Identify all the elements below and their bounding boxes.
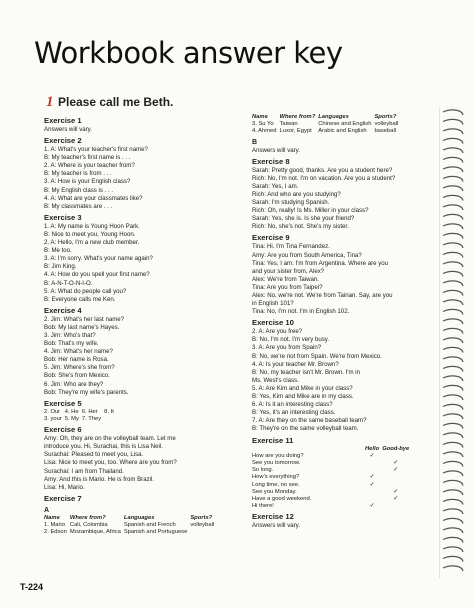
answer-line: Ms. West's class.	[252, 376, 299, 384]
answer-line: 3. Jim: Who's that?	[44, 331, 96, 339]
spiral-coil	[443, 347, 463, 352]
spiral-coil	[443, 338, 463, 343]
table-cell: Spanish and Portuguese	[123, 529, 188, 536]
table-row	[252, 474, 412, 481]
table-cell: How are you doing?	[252, 452, 304, 459]
table-cell: Hi there!	[252, 503, 274, 510]
answer-line: B: Yes, it's an interesting class.	[252, 409, 336, 417]
spiral-coil	[443, 186, 463, 191]
table-cell	[382, 482, 412, 489]
table-cell: 3. your	[44, 415, 62, 422]
table-cell: 1. Mario	[44, 521, 65, 528]
answer-line: Sarah: I'm studying Spanish.	[252, 199, 330, 207]
spiral-coil	[443, 385, 463, 390]
answer-line: Rich: And who are you studying?	[252, 190, 341, 198]
answer-line: Sarah: Pretty good, thanks. Are you a student here?	[252, 166, 393, 174]
spiral-coil	[443, 205, 463, 210]
answer-line: Surachai: Pleased to meet you, Lisa.	[44, 451, 144, 459]
spiral-coil	[443, 433, 463, 438]
table-cell: Taiwan	[279, 121, 298, 128]
table-cell: 4. Ahmed	[252, 128, 277, 135]
answer-line: Amy: And this is Mario. He is from Brazil.	[44, 475, 155, 483]
table-cell: ✓	[393, 467, 399, 474]
table-cell: 5. My	[64, 415, 79, 422]
exercise-10-body	[252, 328, 440, 433]
exercise-11-table	[252, 446, 412, 511]
spiral-coil	[443, 357, 463, 362]
table-cell: 4. He	[64, 408, 79, 415]
answer-line: Bob: My last name's Hayes.	[44, 323, 120, 331]
unit-number: 1	[46, 94, 54, 110]
answer-line: B: No, my teacher isn't Mr. Brown. I'm in	[252, 368, 360, 376]
spiral-coil	[443, 243, 463, 248]
table-cell: Mozambique, Africa	[69, 529, 121, 536]
spiral-coil	[443, 119, 463, 124]
table-cell: Have a good weekend.	[252, 495, 312, 502]
right-column	[252, 114, 440, 530]
answer-line: B: No, I'm not. I'm very busy.	[252, 336, 330, 344]
spiral-coil	[443, 252, 463, 257]
spiral-coil	[443, 414, 463, 419]
table-cell: 2. Our	[44, 408, 61, 415]
spiral-coil	[443, 480, 463, 485]
spiral-coil	[443, 547, 463, 552]
spiral-coil	[443, 224, 463, 229]
spiral-coil	[443, 556, 463, 561]
answer-line: 4. A: What are your classmates like?	[44, 194, 143, 202]
spiral-coil	[443, 376, 463, 381]
answer-line: 2. A: Hello, I'm a new club member.	[44, 239, 140, 247]
answer-line: Sarah: Yes, she is. Is she your friend?	[252, 215, 355, 223]
exercise-7-table	[44, 515, 217, 537]
table-header: Name	[252, 114, 268, 120]
answer-line: 3. A: I'm sorry. What's your name again?	[44, 255, 153, 263]
table-cell: volleyball	[374, 121, 399, 128]
answer-line: B: A-N-T-O-N-I-O.	[44, 279, 93, 287]
answer-line: 7. A: Are they on the same baseball team?	[252, 417, 367, 425]
answer-line: 3. A: Are you from Spain?	[252, 344, 322, 352]
spiral-coil	[443, 271, 463, 276]
answer-line: 2. A: Where is your teacher from?	[44, 162, 135, 170]
exercise-12-body	[252, 522, 440, 530]
answer-line: Rich: No, I'm not. I'm on vacation. Are you a student?	[252, 174, 396, 182]
table-header: Name	[44, 514, 60, 521]
table-cell: See you Monday.	[252, 488, 297, 495]
table-cell	[382, 474, 412, 481]
answer-line: B: Me too.	[44, 247, 72, 255]
exercise-1-heading: Exercise 1	[44, 116, 82, 125]
table-cell: volleyball	[190, 521, 215, 528]
spiral-coil	[443, 328, 463, 333]
spiral-coil	[443, 490, 463, 495]
answer-line: Rich: Oh, really! Is Ms. Miller in your class?	[252, 207, 369, 215]
answer-line: Bob: Her name is Rosa.	[44, 356, 109, 364]
answer-line: 2. Jim: What's her last name?	[44, 315, 125, 323]
unit-title: Please call me Beth.	[58, 95, 174, 109]
exercise-2-body	[44, 146, 240, 211]
table-cell	[382, 503, 412, 510]
table-row	[252, 460, 412, 467]
spiral-coil	[443, 281, 463, 286]
spiral-coil	[443, 395, 463, 400]
table-cell: ✓	[369, 452, 375, 459]
table-cell: Chinese and English	[318, 121, 372, 128]
table-cell: ✓	[393, 488, 399, 495]
table-header: Where from?	[279, 114, 316, 120]
answer-line: B: They're on the same volleyball team.	[252, 425, 359, 433]
table-cell	[190, 529, 217, 536]
exercise-11-heading: Exercise 11	[252, 435, 294, 445]
table-row	[252, 453, 412, 460]
table-row	[44, 416, 117, 423]
exercise-6-body	[44, 435, 240, 492]
table-row	[252, 482, 412, 489]
table-cell: So long.	[252, 467, 274, 474]
spiral-coil	[443, 366, 463, 371]
answer-line: 6. A: Is it an interesting class?	[252, 401, 333, 409]
answer-line: Tina: Hi. I'm Tina Fernandez.	[252, 243, 330, 251]
answer-line: B: My classmates are . . .	[44, 202, 113, 210]
answer-line: 1. A: My name is Young Hoon Park.	[44, 222, 140, 230]
exercise-7-part-b-text: Answers will vary.	[252, 146, 300, 154]
spiral-coil	[443, 518, 463, 523]
table-row	[252, 489, 412, 496]
exercise-4-heading: Exercise 4	[44, 305, 82, 315]
answer-line: Bob: They're my wife's parents.	[44, 388, 129, 396]
table-cell: 8. It	[104, 408, 114, 415]
spiral-coil	[443, 129, 463, 134]
spiral-coil	[443, 167, 463, 172]
answer-line: Rich: No, she's not. She's my sister.	[252, 223, 349, 231]
table-cell: 2. Edson	[44, 529, 67, 536]
table-cell: How's everything?	[252, 474, 300, 481]
answer-line: Answers will vary.	[252, 522, 300, 530]
table-cell: 3. Su Yo	[252, 121, 274, 128]
answer-line: Tina: No, I'm not. I'm in English 102.	[252, 308, 350, 316]
answer-line: Alex: No, we're not. We're from Tainan. Say, are you	[252, 292, 393, 300]
table-cell: baseball	[374, 128, 397, 135]
spiral-coil	[443, 537, 463, 542]
spiral-coil	[443, 423, 463, 428]
answer-line: Lisa: Nice to meet you, too. Where are you from?	[44, 459, 177, 467]
spiral-coil	[443, 195, 463, 200]
spiral-binding-icon	[440, 108, 466, 578]
table-row	[252, 503, 412, 510]
table-cell	[365, 460, 382, 467]
table-row	[252, 496, 412, 503]
spiral-coil	[443, 148, 463, 153]
spiral-coil	[443, 110, 463, 115]
spiral-coil	[443, 214, 463, 219]
table-cell	[104, 416, 117, 423]
answer-line: 3. A: How is your English class?	[44, 178, 131, 186]
answer-line: B: Everyone calls me Ken.	[44, 295, 116, 303]
spiral-coil	[443, 471, 463, 476]
spiral-coil	[443, 442, 463, 447]
answer-line: 4. A: Is your teacher Mr. Brown?	[252, 360, 339, 368]
spiral-coil	[443, 309, 463, 314]
answer-line: 4. A: How do you spell your first name?	[44, 271, 150, 279]
answer-line: B: My teacher's first name is . . .	[44, 154, 131, 162]
spiral-coil	[443, 528, 463, 533]
spiral-coil	[443, 300, 463, 305]
table-cell	[382, 453, 412, 460]
answer-line: Lisa: Hi, Mario.	[44, 483, 85, 491]
spiral-coil	[443, 452, 463, 457]
exercise-6-heading: Exercise 6	[44, 425, 82, 435]
answer-line: Tina: Are you from Taipei?	[252, 283, 323, 291]
answer-line: 5. A: What do people call you?	[44, 287, 127, 295]
table-row	[44, 522, 217, 529]
exercise-7-heading: Exercise 7	[44, 493, 82, 503]
answer-line: Amy: Oh, they are on the volleyball team. Let me	[44, 435, 176, 443]
table-cell: ✓	[393, 495, 399, 502]
answer-line: Answers will vary.	[44, 126, 92, 133]
table-cell: Long time, no see.	[252, 481, 300, 488]
answer-line: 1. A: What's your teacher's first name?	[44, 146, 148, 154]
answer-line: Sarah: Yes, I am.	[252, 182, 299, 190]
table-cell	[365, 467, 382, 474]
answer-line: Bob: She's from Mexico.	[44, 372, 110, 380]
answer-line: introduce you. Hi, Surachai, this is Lisa Neil.	[44, 443, 163, 451]
table-cell	[365, 496, 382, 503]
table-cell: Luxor, Egypt	[279, 128, 312, 135]
left-column	[44, 114, 240, 536]
exercise-7-part-b: B	[252, 138, 258, 146]
answer-line: 6. Jim: Who are they?	[44, 380, 104, 388]
table-cell: 7. They	[81, 415, 102, 422]
table-cell: 6. Her	[81, 408, 98, 415]
answer-line: and your sister from, Alex?	[252, 267, 325, 275]
answer-line: Alex: We're from Taiwan.	[252, 275, 319, 283]
table-row	[44, 529, 217, 536]
exercise-3-body	[44, 223, 240, 304]
table-cell: ✓	[369, 481, 375, 488]
table-row	[252, 467, 412, 474]
spiral-coil	[443, 509, 463, 514]
table-header: Sports?	[190, 514, 213, 521]
table-cell: ✓	[369, 474, 375, 481]
answer-line: Surachai: I am from Thailand.	[44, 467, 124, 475]
answer-line: 4. Jim: What's her name?	[44, 348, 113, 356]
table-row	[252, 128, 401, 135]
spiral-coil	[443, 319, 463, 324]
spiral-coil	[443, 176, 463, 181]
exercise-8-body	[252, 167, 440, 232]
exercise-4-body	[44, 316, 240, 397]
table-header: Languages	[318, 114, 349, 120]
answer-line: in English 101?	[252, 300, 294, 308]
spiral-coil	[443, 290, 463, 295]
spiral-coil	[443, 233, 463, 238]
spiral-coil	[443, 461, 463, 466]
table-header-blank	[252, 446, 365, 453]
table-header: Languages	[123, 514, 155, 521]
answer-line: Bob: That's my wife.	[44, 340, 99, 348]
exercise-10-heading: Exercise 10	[252, 318, 294, 328]
answer-line: Tina: Yes, I am. I'm from Argentina. Where are you	[252, 259, 389, 267]
table-header: Sports?	[374, 114, 397, 120]
spiral-coil	[443, 262, 463, 267]
spiral-coil	[443, 138, 463, 143]
page-number: T-224	[20, 582, 44, 592]
table-cell	[365, 489, 382, 496]
table-cell: ✓	[369, 503, 375, 510]
answer-line: 2. A: Are you free?	[252, 328, 303, 336]
answer-line: Amy: Are you from South America, Tina?	[252, 251, 362, 259]
table-header: Good-bye	[382, 445, 410, 452]
table-cell: ✓	[393, 459, 399, 466]
answer-line: B: Jim King.	[44, 263, 77, 271]
table-header: Where from?	[69, 514, 106, 521]
table-cell: Spanish and French	[123, 521, 176, 528]
exercise-5-heading: Exercise 5	[44, 398, 82, 408]
spiral-coil	[443, 157, 463, 162]
answer-line: B: My teacher is from . . .	[44, 170, 112, 178]
table-row	[44, 409, 117, 416]
answer-line: 5. Jim: Where's she from?	[44, 364, 115, 372]
table-cell: See you tomorrow.	[252, 459, 301, 466]
table-header: Hello	[365, 445, 380, 452]
spiral-coil	[443, 499, 463, 504]
spiral-coil	[443, 566, 463, 571]
table-row	[252, 121, 401, 128]
exercise-9-heading: Exercise 9	[252, 233, 290, 243]
answer-line: B: My English class is . . .	[44, 186, 114, 194]
exercise-8-heading: Exercise 8	[252, 156, 290, 166]
exercise-9-body	[252, 243, 440, 316]
table-cell: Arabic and English	[318, 128, 367, 135]
exercise-12-heading: Exercise 12	[252, 512, 294, 522]
exercise-1-body	[44, 126, 240, 134]
page-title: Workbook answer key	[34, 36, 343, 70]
exercise-2-heading: Exercise 2	[44, 136, 82, 146]
spiral-coil	[443, 404, 463, 409]
exercise-7-table-continued	[252, 114, 401, 136]
exercise-5-table	[44, 409, 117, 423]
table-cell: Cali, Colombia	[69, 521, 108, 528]
answer-line: 5. A: Are Kim and Mike in your class?	[252, 384, 353, 392]
exercise-3-heading: Exercise 3	[44, 212, 82, 222]
exercise-7-part-a: A	[44, 506, 50, 514]
answer-line: B: No, we're not from Spain. We're from Mexico.	[252, 352, 382, 360]
answer-line: B: Yes, Kim and Mike are in my class.	[252, 393, 354, 401]
answer-line: B: Nice to meet you, Young Hoon.	[44, 230, 136, 238]
